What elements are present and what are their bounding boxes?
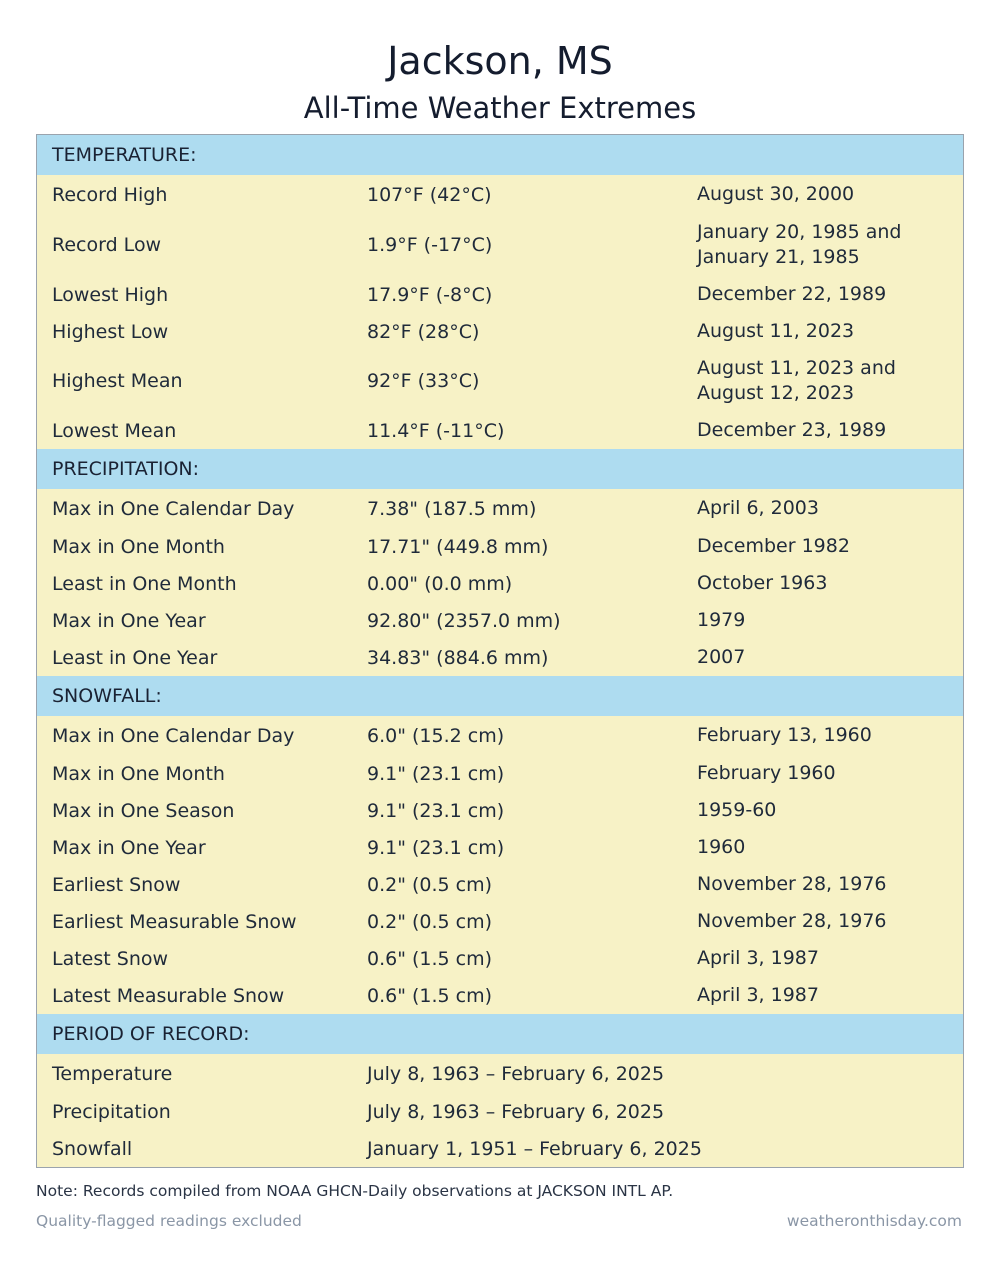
row-label: Record High	[52, 183, 168, 206]
section-header-temperature: TEMPERATURE:	[37, 135, 963, 175]
row-date: 2007	[697, 646, 746, 668]
table-row	[37, 412, 963, 449]
table-row	[37, 1054, 963, 1093]
snowfall-rows	[37, 716, 963, 1014]
row-date: August 30, 2000	[697, 183, 855, 205]
table-row	[37, 528, 963, 565]
row-value: 17.71" (449.8 mm)	[367, 535, 549, 558]
row-date: December 22, 1989	[697, 283, 887, 305]
table-row	[37, 829, 963, 866]
source-note: Note: Records compiled from NOAA GHCN-Daily observations at JACKSON INTL AP.	[36, 1182, 674, 1200]
period-rows	[37, 1054, 963, 1167]
row-label: Earliest Measurable Snow	[52, 910, 297, 933]
row-date: 1979	[697, 609, 746, 631]
row-value: 7.38" (187.5 mm)	[367, 497, 537, 520]
table-row	[37, 602, 963, 639]
row-date: 1960	[697, 836, 746, 858]
row-label: Max in One Calendar Day	[52, 724, 295, 747]
row-date: April 6, 2003	[697, 497, 819, 519]
row-value: 82°F (28°C)	[367, 320, 480, 343]
page-title: Jackson, MS	[387, 39, 613, 83]
row-date: April 3, 1987	[697, 984, 819, 1006]
table-row	[37, 639, 963, 676]
page-subtitle: All-Time Weather Extremes	[303, 91, 697, 125]
row-label: Max in One Season	[52, 799, 235, 822]
row-value: 0.2" (0.5 cm)	[367, 873, 493, 896]
temperature-rows	[37, 175, 963, 449]
table-row	[37, 350, 963, 412]
row-date: February 1960	[697, 762, 836, 784]
footer-disclaimer: Quality-flagged readings excluded	[36, 1212, 302, 1230]
row-label: Least in One Year	[52, 646, 218, 669]
table-row	[37, 214, 963, 276]
table-row	[37, 940, 963, 977]
row-value: 0.2" (0.5 cm)	[367, 910, 493, 933]
row-value: 92.80" (2357.0 mm)	[367, 609, 561, 632]
row-label: Latest Snow	[52, 947, 169, 970]
row-value: 34.83" (884.6 mm)	[367, 646, 549, 669]
row-date: October 1963	[697, 572, 828, 594]
row-date: January 20, 1985 and January 21, 1985	[697, 221, 902, 268]
row-value: 0.6" (1.5 cm)	[367, 984, 493, 1007]
row-label: Highest Mean	[52, 370, 183, 392]
table-row	[37, 866, 963, 903]
row-value: 92°F (33°C)	[367, 370, 480, 392]
row-value: 11.4°F (-11°C)	[367, 419, 505, 442]
row-value: January 1, 1951 – February 6, 2025	[367, 1137, 702, 1160]
row-label: Snowfall	[52, 1137, 133, 1160]
table-row	[37, 977, 963, 1014]
section-header-period: PERIOD OF RECORD:	[37, 1014, 963, 1054]
footer-site: weatheronthisday.com	[786, 1212, 962, 1230]
row-label: Highest Low	[52, 320, 169, 343]
row-label: Latest Measurable Snow	[52, 984, 285, 1007]
table-row	[37, 313, 963, 350]
row-value: 9.1" (23.1 cm)	[367, 799, 505, 822]
row-value: 17.9°F (-8°C)	[367, 283, 493, 306]
row-date: December 1982	[697, 535, 850, 557]
row-label: Max in One Month	[52, 535, 225, 558]
row-date: 1959-60	[697, 799, 777, 821]
row-value: 9.1" (23.1 cm)	[367, 836, 505, 859]
row-label: Lowest Mean	[52, 419, 177, 442]
row-value: 107°F (42°C)	[367, 183, 492, 206]
row-value: 1.9°F (-17°C)	[367, 234, 493, 256]
table-row	[37, 792, 963, 829]
row-label: Max in One Month	[52, 762, 225, 785]
row-value: July 8, 1963 – February 6, 2025	[367, 1100, 665, 1123]
precipitation-rows	[37, 489, 963, 676]
row-label: Lowest High	[52, 283, 169, 306]
row-value: 0.00" (0.0 mm)	[367, 572, 513, 595]
row-label: Max in One Year	[52, 836, 206, 859]
table-row	[37, 1093, 963, 1130]
row-value: 9.1" (23.1 cm)	[367, 762, 505, 785]
row-date: November 28, 1976	[697, 873, 887, 895]
table-row	[37, 1130, 963, 1167]
row-date: April 3, 1987	[697, 947, 819, 969]
row-label: Least in One Month	[52, 572, 237, 595]
row-label: Earliest Snow	[52, 873, 181, 896]
extremes-table	[36, 134, 964, 1168]
section-header-precipitation: PRECIPITATION:	[37, 449, 963, 489]
row-date: August 11, 2023	[697, 320, 855, 342]
table-row	[37, 565, 963, 602]
row-value: July 8, 1963 – February 6, 2025	[367, 1062, 665, 1085]
row-label: Record Low	[52, 234, 162, 256]
row-label: Precipitation	[52, 1100, 171, 1123]
table-row	[37, 755, 963, 792]
row-label: Max in One Year	[52, 609, 206, 632]
table-row	[37, 903, 963, 940]
row-date: December 23, 1989	[697, 419, 887, 441]
section-header-snowfall: SNOWFALL:	[37, 676, 963, 716]
row-value: 6.0" (15.2 cm)	[367, 724, 505, 747]
table-row	[37, 276, 963, 313]
row-date: November 28, 1976	[697, 910, 887, 932]
row-label: Temperature	[52, 1062, 173, 1085]
table-row	[37, 489, 963, 528]
row-date: February 13, 1960	[697, 724, 872, 746]
table-row	[37, 175, 963, 214]
table-row	[37, 716, 963, 755]
row-date: August 11, 2023 and August 12, 2023	[697, 357, 896, 404]
row-value: 0.6" (1.5 cm)	[367, 947, 493, 970]
row-label: Max in One Calendar Day	[52, 497, 295, 520]
